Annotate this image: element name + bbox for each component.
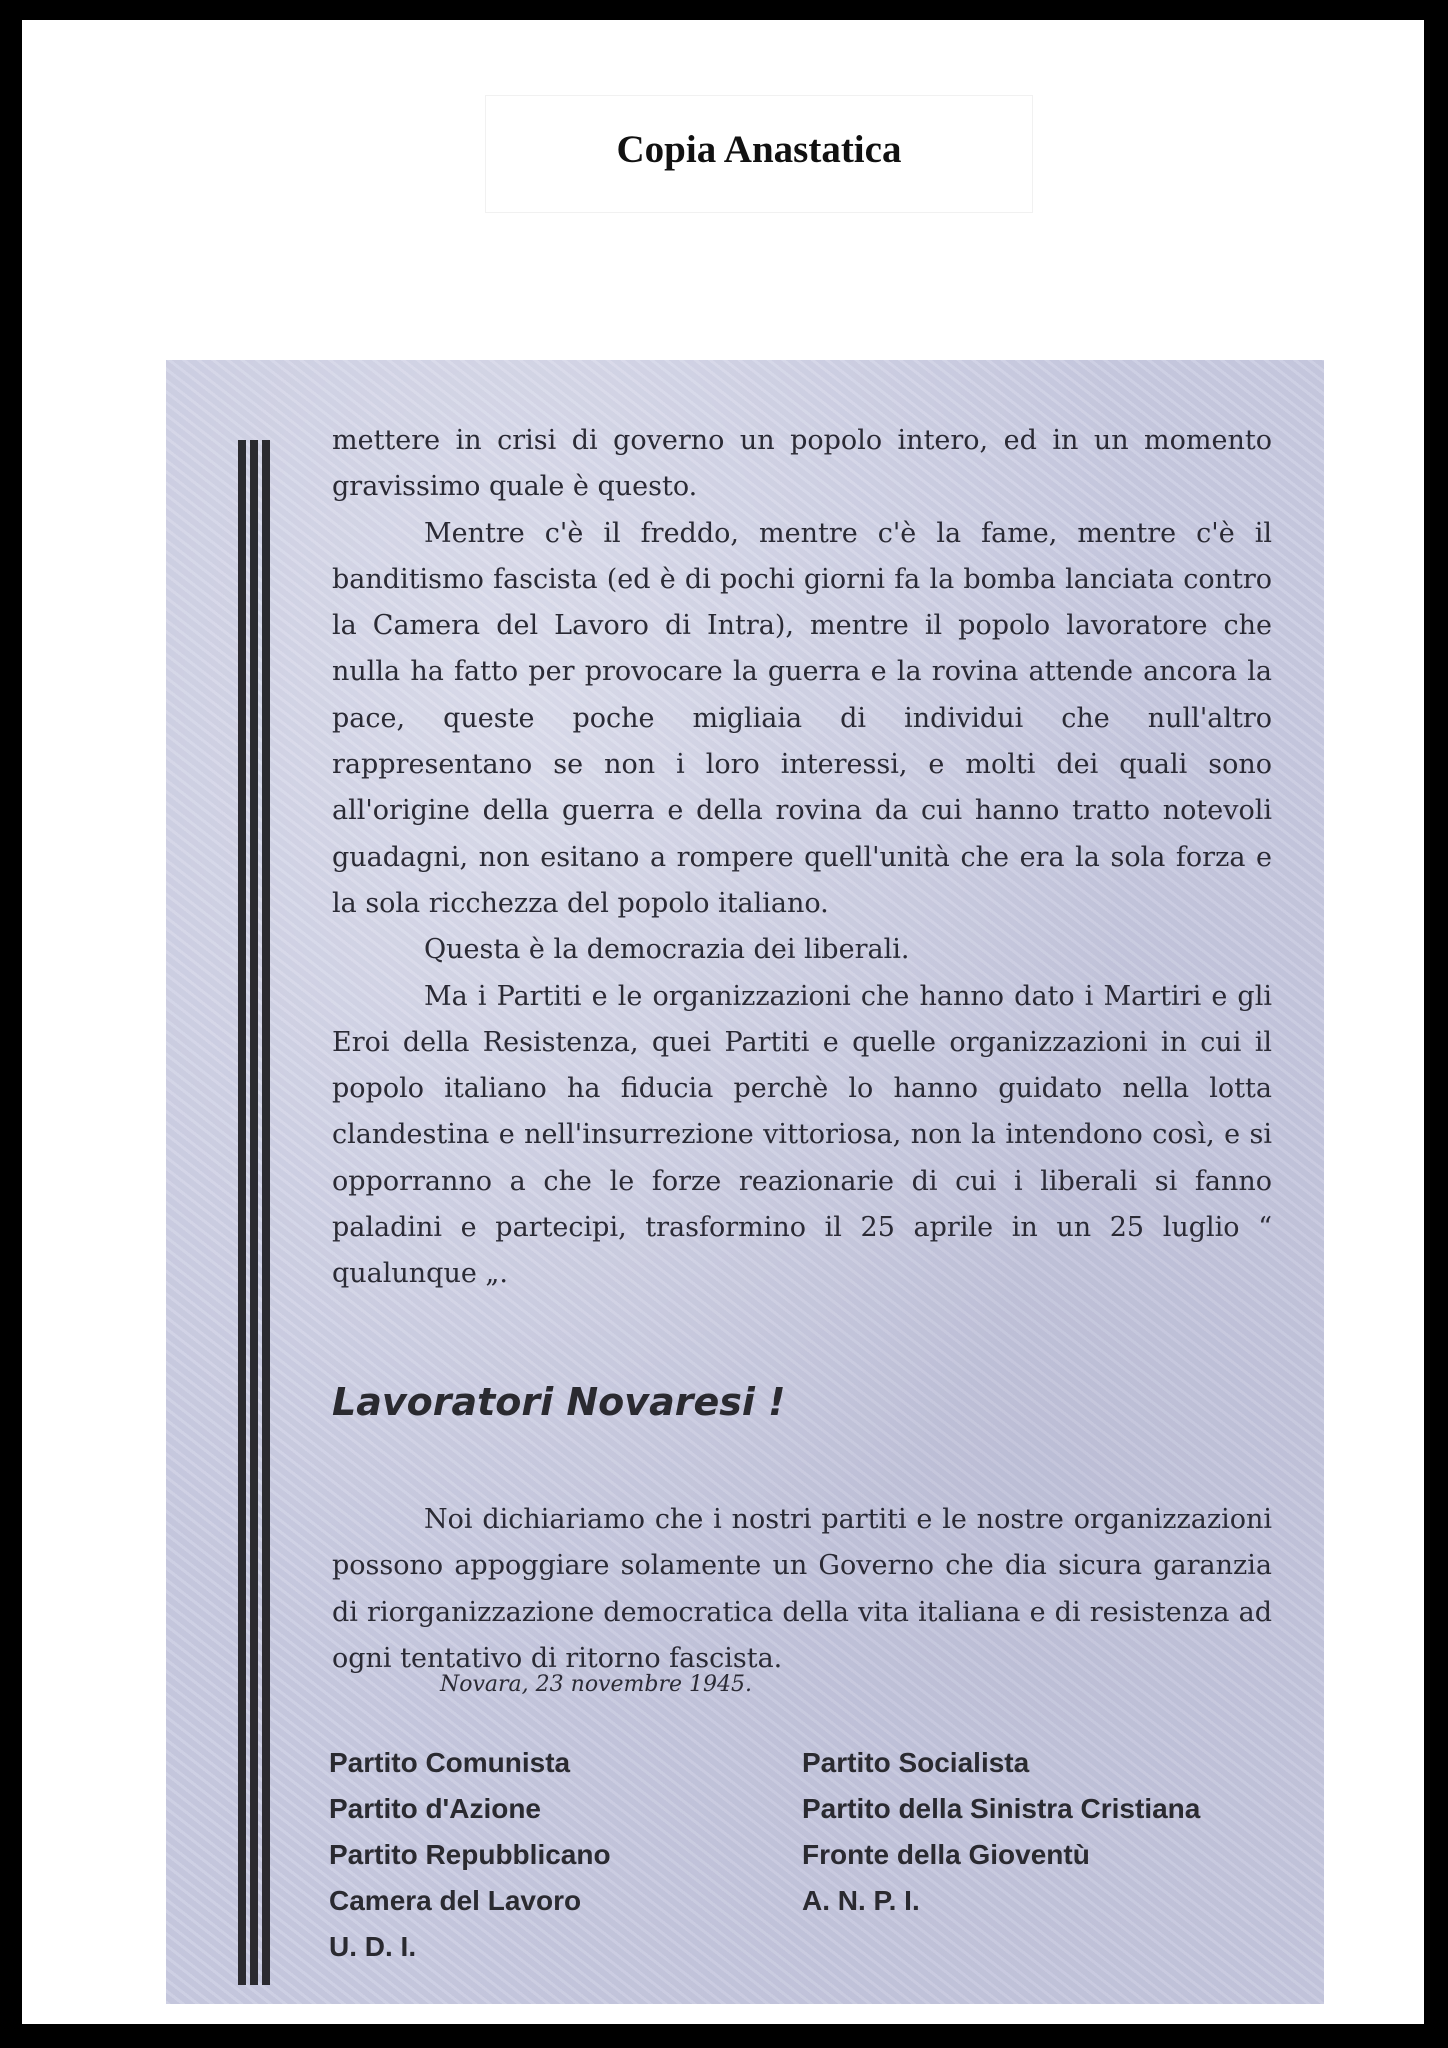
signatory: Partito Repubblicano <box>329 1839 611 1870</box>
appeal-paragraph: Noi dichiariamo che i nostri partiti e le nostre organizzazioni possono appoggiare solamente un Governo che dia sicura garanzia di riorganizzazione democratica della vita italiana e di resistenza ad ogni tentativo di ritorno fascista. <box>332 1504 1272 1674</box>
mourning-border <box>238 440 270 1985</box>
signatory: Partito Socialista <box>802 1747 1030 1778</box>
signatory: Partito della Sinistra Cristiana <box>802 1793 1201 1824</box>
date-line: Novara, 23 novembre 1945. <box>440 1672 752 1697</box>
signatory: A. N. P. I. <box>802 1885 920 1916</box>
scanned-leaflet <box>166 360 1324 2004</box>
paragraph: mettere in crisi di governo un popolo intero, ed in un momento gravissimo quale è questo. <box>332 425 1272 503</box>
appeal-heading: Lavoratori Novaresi ! <box>332 1380 786 1424</box>
signatories-right <box>802 1740 1200 1924</box>
mourning-bar <box>238 440 246 1985</box>
paragraph: Ma i Partiti e le organizzazioni che hanno dato i Martiri e gli Eroi della Resistenza, quei Partiti e quelle organizzazioni in cui il popolo italiano ha fiducia perchè lo hanno guidato nella lotta clandestina e nell'insurrezione vittoriosa, non la intendono così, e si opporranno a che le forze reazionarie di cui i liberali si fanno paladini e partecipi, trasformino il 25 aprile in un 25 luglio “ qualunque „. <box>332 980 1272 1290</box>
mourning-bar <box>262 440 270 1985</box>
page-title: Copia Anastatica <box>616 128 902 171</box>
signatory: Camera del Lavoro <box>329 1885 582 1916</box>
paragraph: Mentre c'è il freddo, mentre c'è la fame, mentre c'è il banditismo fascista (ed è di pochi giorni fa la bomba lanciata contro la Camera del Lavoro di Intra), mentre il popolo lavoratore che nulla ha fatto per provocare la guerra e la rovina attende ancora la pace, queste poche migliaia di individui che null'altro rappresentano se non i loro interessi, e molti dei quali sono all'origine della guerra e della rovina da cui hanno tratto notevoli guadagni, non esitano a rompere quell'unità che era la sola forza e la sola ricchezza del popolo italiano. <box>332 517 1272 919</box>
signatory: Fronte della Gioventù <box>802 1839 1090 1870</box>
signatory: U. D. I. <box>329 1931 417 1962</box>
paragraph: Questa è la democrazia dei liberali. <box>424 934 910 966</box>
body-text <box>332 418 1272 1298</box>
signatory: Partito d'Azione <box>329 1793 541 1824</box>
signatory: Partito Comunista <box>329 1747 571 1778</box>
signatories-left <box>329 1740 611 1970</box>
mourning-bar <box>250 440 258 1985</box>
